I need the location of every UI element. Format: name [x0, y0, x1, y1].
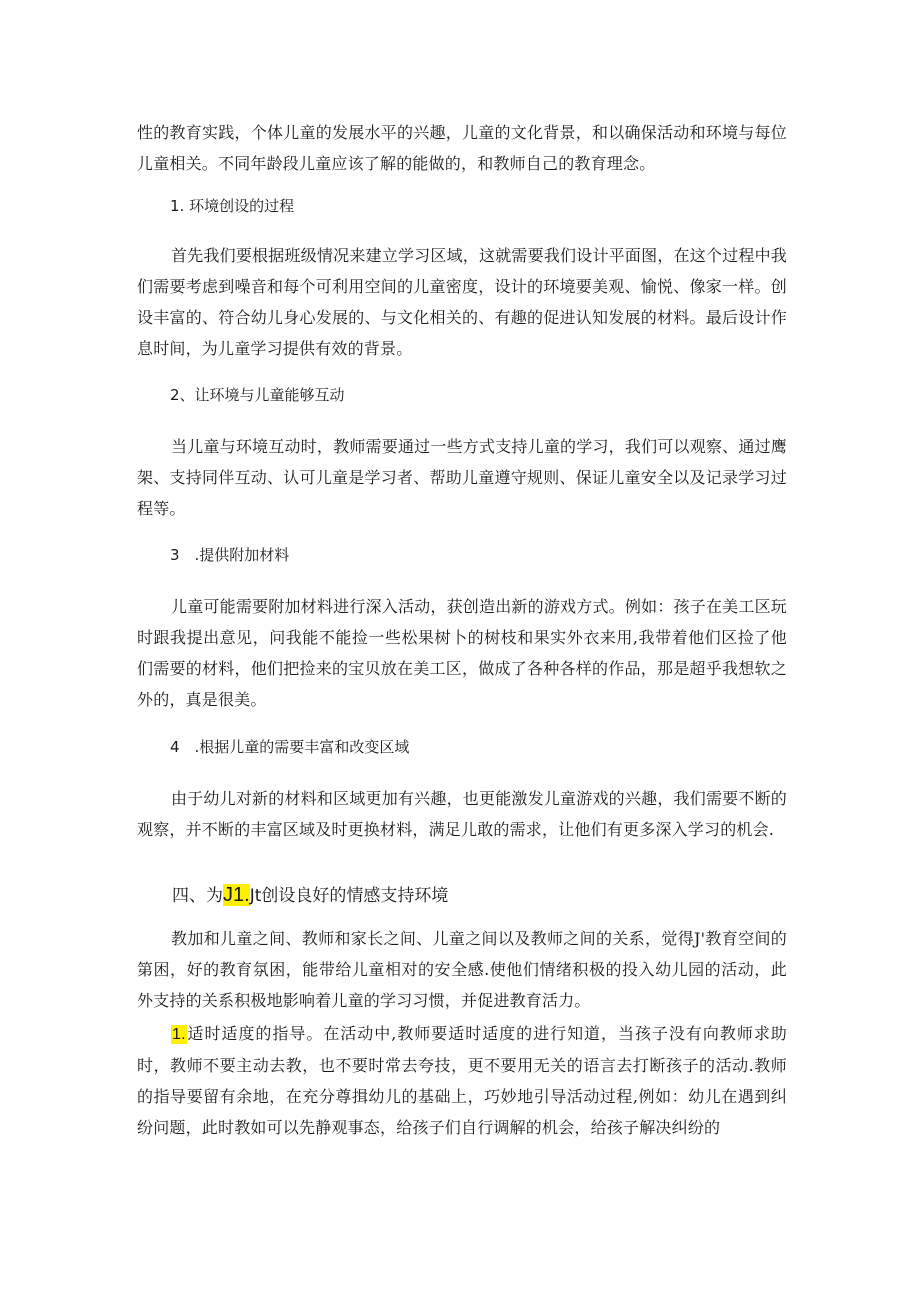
- paragraph-enrich-areas: 由于幼儿对新的材料和区域更加有兴趣，也更能激发儿童游戏的兴趣，我们需要不断的观察，并不断的丰富区域及时更换材料，满足儿敢的需求，让他们有更多深入学习的机会.: [137, 789, 787, 839]
- section-heading-highlight: J1.: [223, 884, 250, 906]
- guidance-text: 适时适度的指导。在活动中,教师要适时适度的进行知道，当孩子没有向教师求助时，教师不要主动去教，也不要时常去夸技，更不要用无关的语言去打断孩子的活动.教师的指导要留有余地，在充分尊揖幼儿的基础上，巧妙地引导活动过程,例如：幼儿在遇到纠纷问题，此时教如可以先静观事态，给孩子们自行调解的机会，给孩子解决纠纷的: [137, 1024, 787, 1137]
- section-heading-prefix: 四、为: [172, 886, 223, 906]
- subheading-interaction: 2、让环境与儿童能够互动: [170, 386, 345, 404]
- paragraph-materials: 儿童可能需要附加材料进行深入活动，获创造出新的游戏方式。例如：孩子在美工区玩时跟我提出意见，问我能不能捡一些松果树卜的树枝和果实外衣来用,我带着他们区捡了他们需要的材料，他们把捡来的宝贝放在美工区，做成了各种各样的作品，那是超乎我想软之外的，真是很美。: [137, 597, 787, 709]
- subheading-enrich-areas: 4 .根据儿童的需要丰富和改变区域: [170, 738, 410, 756]
- subheading-materials: 3 .提供附加材料: [170, 546, 290, 564]
- section-heading-suffix: Jt创设良好的情感支持环境: [249, 886, 449, 906]
- subheading-environment-process: 1. 环境创设的过程: [170, 197, 295, 215]
- paragraph-environment-process: 首先我们要根据班级情况来建立学习区域，这就需要我们设计平面图，在这个过程中我们需要考虑到噪音和每个可利用空间的儿童密度，设计的环境要美观、愉悦、像家一样。创设丰富的、符合幼儿身心发展的、与文化相关的、有趣的促进认知发展的材料。最后设计作息时间，为儿童学习提供有效的背景。: [137, 246, 787, 358]
- paragraph-guidance: [137, 1018, 787, 1143]
- guidance-number-highlight: 1.: [172, 1026, 186, 1043]
- paragraph-relationships: 教加和儿童之间、教师和家长之间、儿童之间以及教师之间的关系，觉得J'教育空间的第困，好的教育氛困，能带给儿童相对的安全感.使他们情绪积极的投入幼儿园的活动，此外支持的关系积极地影响着儿童的学习习惯，并促进教育活力。: [137, 929, 787, 1010]
- paragraph-intro: 性的教育实践，个体儿童的发展水平的兴趣，儿童的文化背景，和以确保活动和环境与每位儿童相关。不同年龄段儿童应该了解的能做的，和教师自己的教育理念。: [137, 123, 787, 173]
- paragraph-interaction: 当儿童与环境互动时，教师需要通过一些方式支持儿童的学习，我们可以观察、通过鹰架、支持同伴互动、认可儿童是学习者、帮助儿童遵守规则、保证儿童安全以及记录学习过程等。: [137, 437, 787, 518]
- section-heading-emotional-support: [172, 882, 448, 909]
